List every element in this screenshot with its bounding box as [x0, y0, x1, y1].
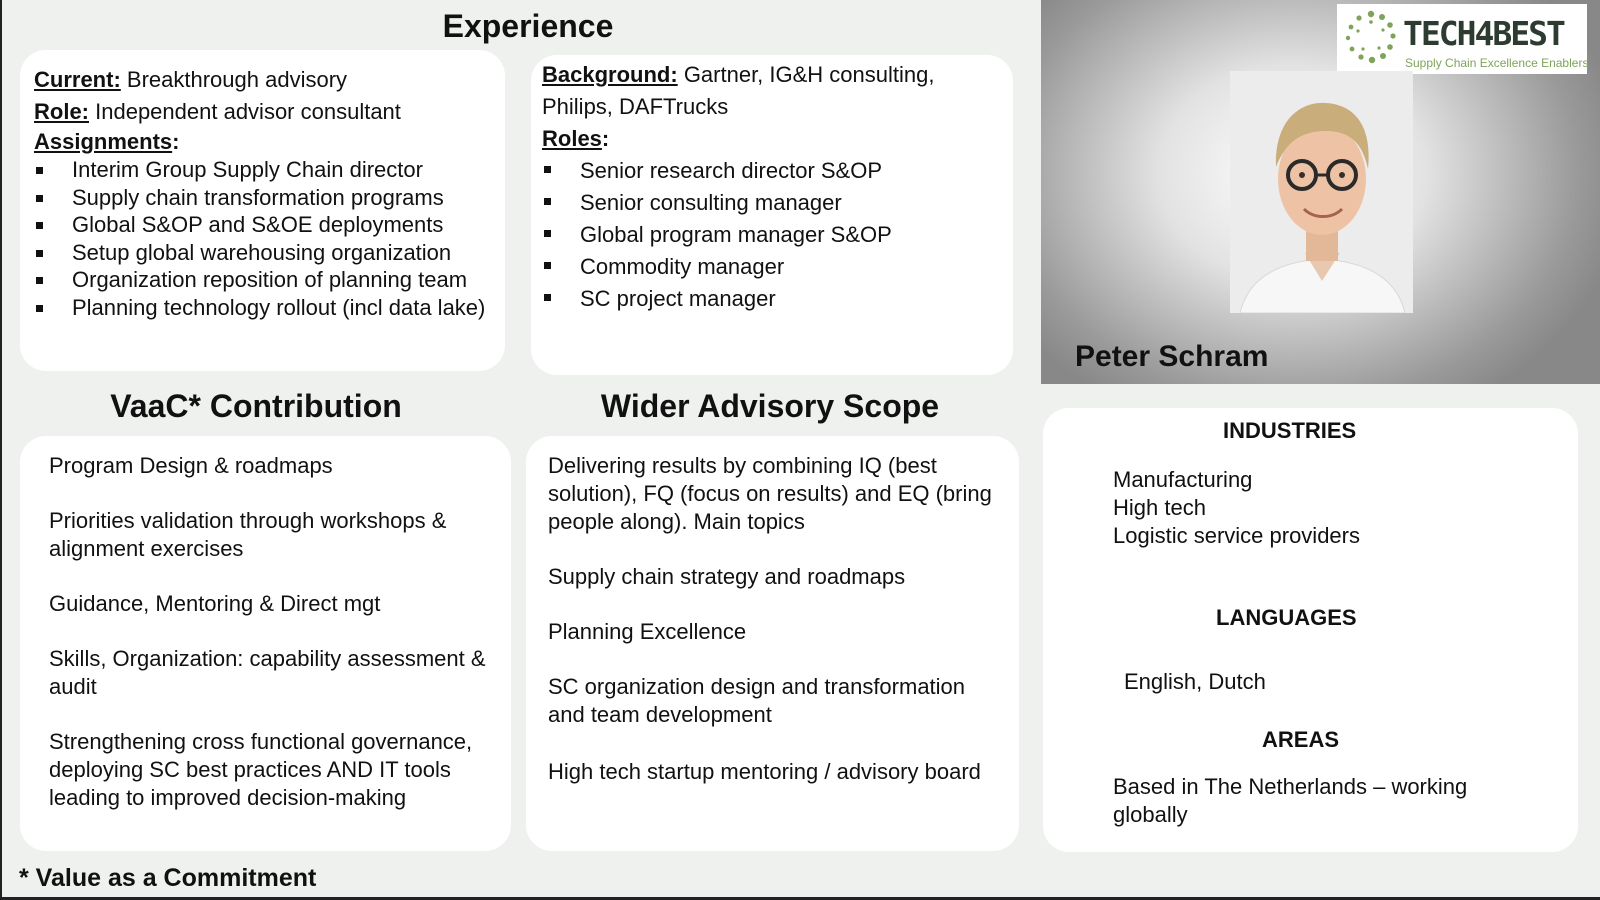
- roles-heading: [542, 123, 1013, 155]
- background-value-1: Gartner, IG&H consulting,: [683, 62, 935, 87]
- vaac-item: Guidance, Mentoring & Direct mgt: [49, 591, 381, 616]
- list-item: SC project manager: [542, 283, 1013, 315]
- areas-line-2: globally: [1113, 802, 1188, 827]
- languages-title: LANGUAGES: [1216, 605, 1357, 630]
- list-item: Organization reposition of planning team: [34, 266, 505, 294]
- list-item: Setup global warehousing organization: [34, 239, 505, 267]
- logo-dots-icon: [1341, 8, 1401, 70]
- industry-item: High tech: [1113, 495, 1206, 520]
- list-item: Commodity manager: [542, 251, 1013, 283]
- list-item: Global S&OP and S&OE deployments: [34, 211, 505, 239]
- portrait-illustration: [1230, 71, 1413, 313]
- current-value: Breakthrough advisory: [126, 67, 348, 92]
- profile-panel: [1041, 0, 1600, 384]
- list-item: Senior research director S&OP: [542, 155, 1013, 187]
- background-value-2: Philips, DAFTrucks: [542, 94, 729, 119]
- assignments-heading: [34, 128, 505, 156]
- wider-item: Planning Excellence: [548, 619, 747, 644]
- wider-item: SC organization design and transformation and team development: [548, 674, 966, 727]
- role-label: Role:: [34, 99, 89, 124]
- current-label: Current:: [34, 67, 121, 92]
- wider-scope-card: [526, 436, 1019, 851]
- assignments-list: [34, 156, 505, 322]
- assignments-label: Assignments: [34, 129, 173, 154]
- logo-tagline: Supply Chain Excellence Enablers: [1405, 56, 1589, 70]
- roles-label: Roles: [542, 126, 602, 151]
- industry-item: Logistic service providers: [1113, 523, 1360, 548]
- experience-background-card: [531, 55, 1013, 375]
- tech4best-logo: [1337, 4, 1587, 74]
- roles-list: [542, 155, 1013, 315]
- info-card: [1043, 408, 1578, 852]
- vaac-item: Strengthening cross functional governance, deploying SC best practices AND IT tools leading to improved decision-making: [49, 729, 473, 810]
- experience-title: Experience: [442, 8, 614, 44]
- current-line: [34, 64, 505, 96]
- list-item: Interim Group Supply Chain director: [34, 156, 505, 184]
- portrait-photo: [1230, 71, 1413, 313]
- wider-item: High tech startup mentoring / advisory board: [548, 759, 981, 784]
- role-line: [34, 96, 505, 128]
- experience-current-card: [20, 50, 505, 371]
- footnote: * Value as a Commitment: [19, 864, 317, 892]
- wider-item: Supply chain strategy and roadmaps: [548, 564, 906, 589]
- role-value: Independent advisor consultant: [95, 99, 401, 124]
- list-item: Supply chain transformation programs: [34, 184, 505, 212]
- frame-left-border: [0, 0, 2, 900]
- list-item: Global program manager S&OP: [542, 219, 1013, 251]
- wider-item: Delivering results by combining IQ (best solution), FQ (focus on results) and EQ (bring people along). Main topics: [548, 453, 992, 534]
- vaac-item: Program Design & roadmaps: [49, 453, 333, 478]
- vaac-item: Skills, Organization: capability assessment & audit: [49, 646, 486, 699]
- areas-line-1: Based in The Netherlands – working: [1113, 774, 1468, 799]
- assignments-colon: :: [172, 129, 180, 154]
- background-label: Background:: [542, 62, 678, 87]
- areas-title: AREAS: [1262, 727, 1340, 752]
- industry-item: Manufacturing: [1113, 467, 1253, 492]
- wider-scope-title: Wider Advisory Scope: [600, 388, 940, 424]
- roles-colon: :: [601, 126, 610, 151]
- list-item: Senior consulting manager: [542, 187, 1013, 219]
- vaac-item: Priorities validation through workshops & alignment exercises: [49, 508, 447, 561]
- background-line: [542, 59, 1013, 91]
- industries-title: INDUSTRIES: [1223, 418, 1357, 443]
- vaac-card: [20, 436, 511, 851]
- languages-value: English, Dutch: [1124, 669, 1266, 694]
- list-item: Planning technology rollout (incl data lake): [34, 294, 505, 322]
- vaac-title: VaaC* Contribution: [110, 388, 402, 424]
- logo-wordmark: TECH4BEST: [1403, 14, 1564, 53]
- person-name: Peter Schram: [1075, 340, 1269, 373]
